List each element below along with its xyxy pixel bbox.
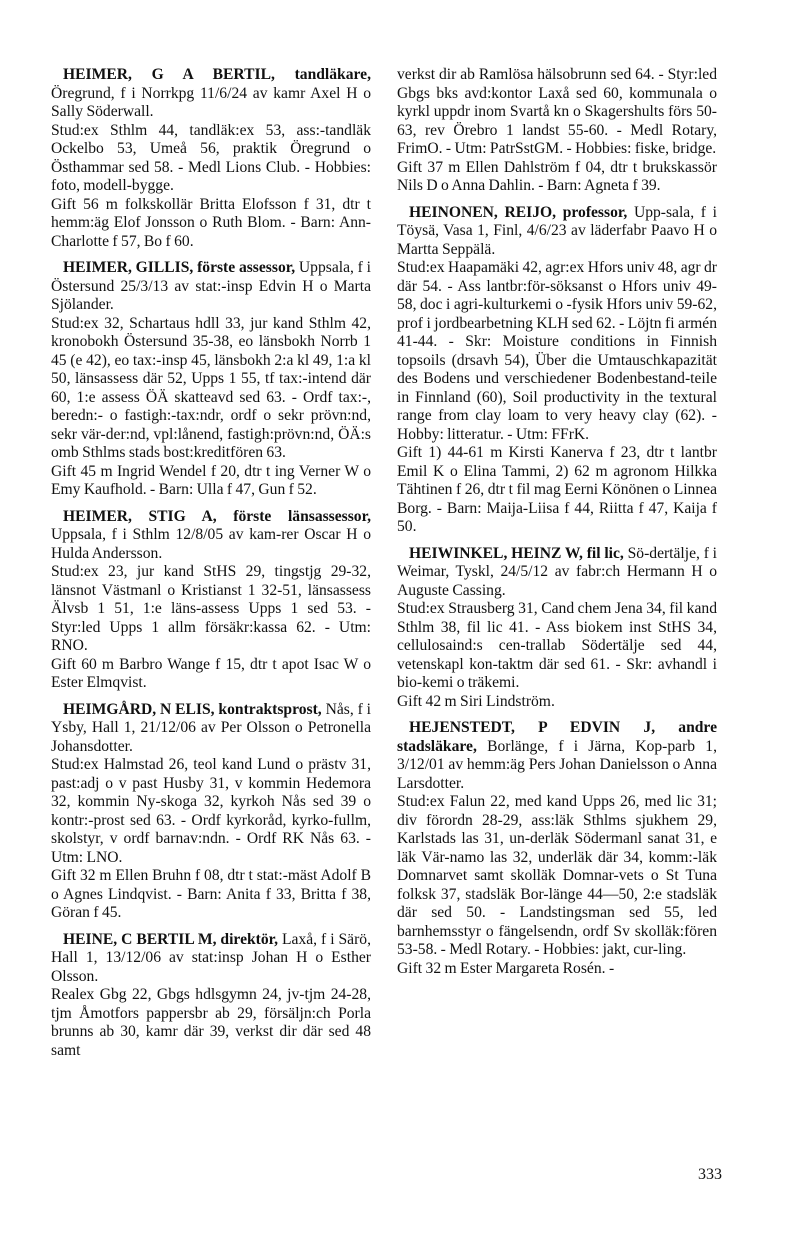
entry-text: Gift 37 m Ellen Dahlström f 04, dtr t brukskassör Nils D o Anna Dahlin. - Barn: Agneta f 39. [397, 158, 717, 194]
entry-heading: HEIMER, G A BERTIL, tandläkare, [63, 66, 371, 83]
entry-text: Gift 45 m Ingrid Wendel f 20, dtr t ing Verner W o Emy Kaufhold. - Barn: Ulla f 47, Gun f 52. [51, 462, 371, 498]
entry-hejenstedt-edvin [397, 719, 717, 978]
page-number: 333 [698, 1166, 722, 1183]
entry-heimer-gillis [51, 259, 371, 500]
entry-text: Gift 60 m Barbro Wange f 15, dtr t apot Isac W o Ester Elmqvist. [51, 655, 371, 691]
entry-text: Gift 1) 44-61 m Kirsti Kanerva f 23, dtr t lantbr Emil K o Elina Tammi, 2) 62 m agronom Hilkka Tähtinen f 26, dtr t fil mag Eerni Könönen o Linnea Borg. - Barn: Maija-Liisa f 44, Riitta f 47, Kaija f 50. [397, 444, 717, 535]
entry-heading: HEIMGÅRD, N ELIS, kontraktsprost, [63, 700, 322, 718]
entry-text: Uppsala, f i Sthlm 12/8/05 av kam-rer Oscar H o Hulda Andersson. [51, 526, 371, 562]
entry-text: Stud:ex Sthlm 44, tandläk:ex 53, ass:-tandläk Ockelbo 53, Umeå 56, praktik Öregrund o Östhammar sed 58. - Medl Lions Club. - Hobbies: foto, modell-bygge. [51, 121, 371, 194]
entry-heading: HEJENSTEDT, P EDVIN J, andre stadsläkare, [397, 719, 717, 755]
entry-text: Stud:ex Haapamäki 42, agr:ex Hfors univ 48, agr dr där 54. - Ass lantbr:för-söksanst o Hfors univ 49-58, doc i agri-kulturkemi o -fysik Hfors univ 59-62, prof i jordbearbetning KLH sed 62. - Löjtn fi armén 41-44. - Skr: Moisture conditions in Finnish topsoils (drsavh 54), Über die Umtauschkapazität des Bodens und verschiedener Bodenbestand-teile in Finnland (60), Soil productivity in the textural range from clay loam to very heavy clay (62). - Hobby: litteratur. - Utm: FFrK. [397, 259, 717, 443]
left-column [51, 66, 371, 1068]
entry-text: Öregrund, f i Norrkpg 11/6/24 av kamr Axel H o Sally Söderwall. [51, 84, 371, 120]
entry-heiwinkel-heinz [397, 545, 717, 712]
entry-text: Stud:ex Strausberg 31, Cand chem Jena 34, fil kand Sthlm 38, fil lic 41. - Ass biokem inst StHS 34, cellulosaind:s cen-trallab Södertälje sed 44, vetenskapl kon-taktm där sed 61. - Skr: avhandl i bio-kemi o träkemi. [397, 600, 717, 691]
entry-text: Stud:ex Halmstad 26, teol kand Lund o prästv 31, past:adj o v past Husby 31, v kommin Hedemora 32, kommin Ny-skoga 32, kyrkoh Nås sed 39 o kontr:-prost sed 63. - Ordf kyrkoråd, kyrko-fullm, skolstyr, v ordf barnav:ndn. - Ordf RK Nås 63. - Utm: LNO. [51, 756, 371, 866]
entry-text: Borlänge, f i Järna, Kop-parb 1, 3/12/01 av hemm:äg Pers Johan Danielsson o Anna Larsdotter. [397, 737, 717, 792]
entry-heinonen-reijo [397, 204, 717, 537]
entry-text: Stud:ex Falun 22, med kand Upps 26, med lic 31; div förordn 28-29, ass:läk Sthlms sjukhem 29, Karlstads las 31, un-derläk Södermanl sanat 31, e läk Vär-namo las 32, underläk där 34, komm:-läk Domnarvet samt skolläk Domnar-vets o St Tuna folksk 37, stadsläk Bor-länge 44—50, 2:e stadsläk där sed 50. - Landstingsman sed 55, led barnhemsstyr o fängelsendn, ordf Sv skolläk:fören 53-58. - Medl Rotary. - Hobbies: jakt, cur-ling. [397, 793, 717, 958]
entry-text: Gift 32 m Ester Margareta Rosén. - [397, 959, 615, 977]
entry-text: Gift 56 m folkskollär Britta Elofsson f 31, dtr t hemm:äg Elof Jonsson o Ruth Blom. - Barn: Ann-Charlotte f 57, Bo f 60. [51, 195, 371, 250]
entry-text: Realex Gbg 22, Gbgs hdlsgymn 24, jv-tjm 24-28, tjm Åmotfors pappersbr ab 29, försäljn:ch Porla brunns ab 30, kamr där 39, verkst dir där sed 48 samt [51, 986, 371, 1059]
entry-text: Stud:ex 32, Schartaus hdll 33, jur kand Sthlm 42, kronobokh Östersund 35-38, eo länsbokh Norrb 1 45 (e 42), eo tax:-insp 45, länsbokh 2:a kl 49, 1:a kl 50, länsassess där 52, Upps 1 55, tf tax:-intend där 60, 1:e assess ÖÄ skatteavd sed 63. - Ordf tax:-, beredn:- o fastigh:-tax:ndr, ordf o sekr prövn:nd, sekr vär-der:nd, vpl:lånend, fastigh:prövn:nd, ÖÄ:s omb Sthlms stads bost:kreditfören 63. [51, 314, 371, 461]
entry-text: verkst dir ab Ramlösa hälsobrunn sed 64. - Styr:led Gbgs bks avd:kontor Laxå sed 60, kommunala o kyrkl uppdr inom Svartå kn o Skagershults förs 50-63, rev Örebro 1 landst 55-60. - Medl Rotary, FrimO. - Utm: PatrSstGM. - Hobbies: fiske, bridge. [397, 66, 717, 157]
entry-text: Laxå, f i Särö, Hall 1, 13/12/06 av stat:insp Johan H o Esther Olsson. [51, 930, 371, 985]
entry-text: Sö-dertälje, f i Weimar, Tyskl, 24/5/12 av fabr:ch Hermann H o Auguste Cassing. [397, 544, 717, 599]
entry-heine-continued [397, 66, 717, 196]
entry-heimgard-elis [51, 701, 371, 923]
right-column [397, 66, 717, 986]
entry-heading: HEIMER, GILLIS, förste assessor, [63, 259, 296, 276]
entry-heading: HEINONEN, REIJO, professor, [409, 203, 628, 221]
entry-text: Gift 32 m Ellen Bruhn f 08, dtr t stat:-mäst Adolf B o Agnes Lindqvist. - Barn: Anita f 33, Britta f 38, Göran f 45. [51, 867, 371, 921]
entry-heine-bertil [51, 931, 371, 1061]
entry-text: Uppsala, f i Östersund 25/3/13 av stat:-insp Edvin H o Marta Sjölander. [51, 259, 371, 313]
entry-heading: HEIWINKEL, HEINZ W, fil lic, [409, 544, 624, 562]
entry-heimer-stig [51, 508, 371, 693]
entry-heading: HEINE, C BERTIL M, direktör, [63, 930, 279, 948]
entry-heimer-bertil [51, 66, 371, 251]
entry-text: Gift 42 m Siri Lindström. [397, 692, 555, 710]
entry-heading: HEIMER, STIG A, förste länsassessor, [63, 507, 371, 525]
entry-text: Stud:ex 23, jur kand StHS 29, tingstjg 29-32, länsnot Västmanl o Kristianst 1 32-51, länsassess Älvsb 1 51, 1:e läns-assess Upps 1 sed 53. - Styr:led Upps 1 allm försäkr:kassa 62. - Utm: RNO. [51, 563, 371, 654]
entry-text: Nås, f i Ysby, Hall 1, 21/12/06 av Per Olsson o Petronella Johansdotter. [51, 700, 371, 755]
entry-text: Upp-sala, f i Töysä, Vasa 1, Finl, 4/6/23 av läderfabr Paavo H o Martta Seppälä. [397, 203, 717, 258]
